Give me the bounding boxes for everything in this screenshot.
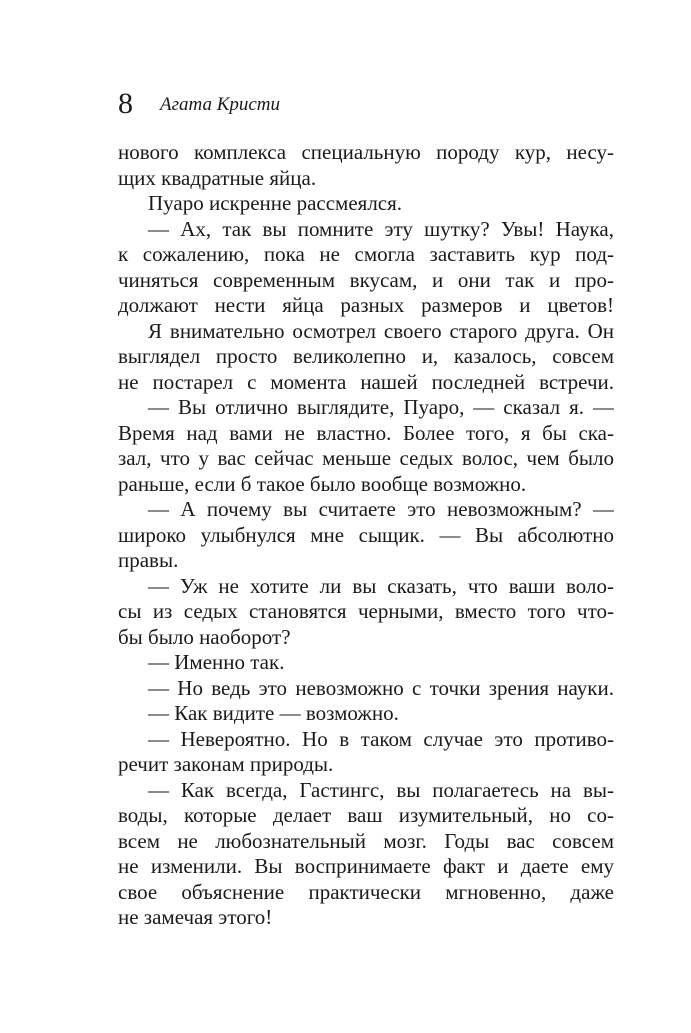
text-line: не постарел с момента нашей последней встречи. [118,369,614,394]
text-line: — А почему вы считаете это невозможным? — [148,497,614,521]
text-line: — Невероятно. Но в таком случае это противо- [148,726,614,751]
text-line: — Ах, так вы помните эту шутку? Увы! Наука, [148,216,614,241]
text-line: — Но ведь это невозможно с точки зрения науки. [148,675,614,700]
text-line: свое объяснение практически мгновенно, даже [118,879,614,904]
text-line: чиняться современным вкусам, и они так и про- [118,267,614,292]
text-line: Пуаро искренне рассмеялся. [148,191,403,215]
running-title: Агата Кристи [160,94,280,115]
text-line: правы. [118,548,179,572]
text-line: не изменили. Вы воспринимаете факт и даете ему [118,854,614,878]
text-line: нового комплекса специальную породу кур, несу- [118,140,614,164]
text-line: не замечая этого! [118,905,273,929]
text-line: щих квадратные яйца. [118,165,317,190]
text-line: Я внимательно осмотрел своего старого друга. Он [148,318,614,343]
text-line: раньше, если б такое было вообще возможно. [118,471,527,496]
text-line: выглядел просто великолепно и, казалось, совсем [118,344,614,368]
text-line: широко улыбнулся мне сыщик. — Вы абсолютно [118,522,614,547]
text-line: речит законам природы. [118,752,334,776]
text-line: Время над вами не властно. Более того, я бы ска- [118,420,614,445]
text-line: к сожалению, пока не смогла заставить кур под- [118,242,614,266]
page-header [118,86,618,122]
text-line: воды, которые делает ваш изумительный, но со- [118,803,614,827]
page-number: 8 [118,87,133,120]
body-text [118,140,614,931]
text-line: — Как всегда, Гастингс, вы полагаетесь на вы- [148,777,614,802]
text-line: — Именно так. [148,650,285,674]
text-line: бы было наоборот? [118,624,291,649]
text-line: сы из седых становятся черными, вместо того что- [118,599,614,623]
text-line: — Вы отлично выглядите, Пуаро, — сказал я. — [148,395,614,419]
text-line: — Уж не хотите ли вы сказать, что ваши воло- [148,573,614,598]
text-line: зал, что у вас сейчас меньше седых волос, чем было [118,446,614,470]
text-line: — Как видите — возможно. [148,701,399,725]
text-line: должают нести яйца разных размеров и цветов! [118,293,614,317]
text-line: всем не любознательный мозг. Годы вас совсем [118,828,614,853]
